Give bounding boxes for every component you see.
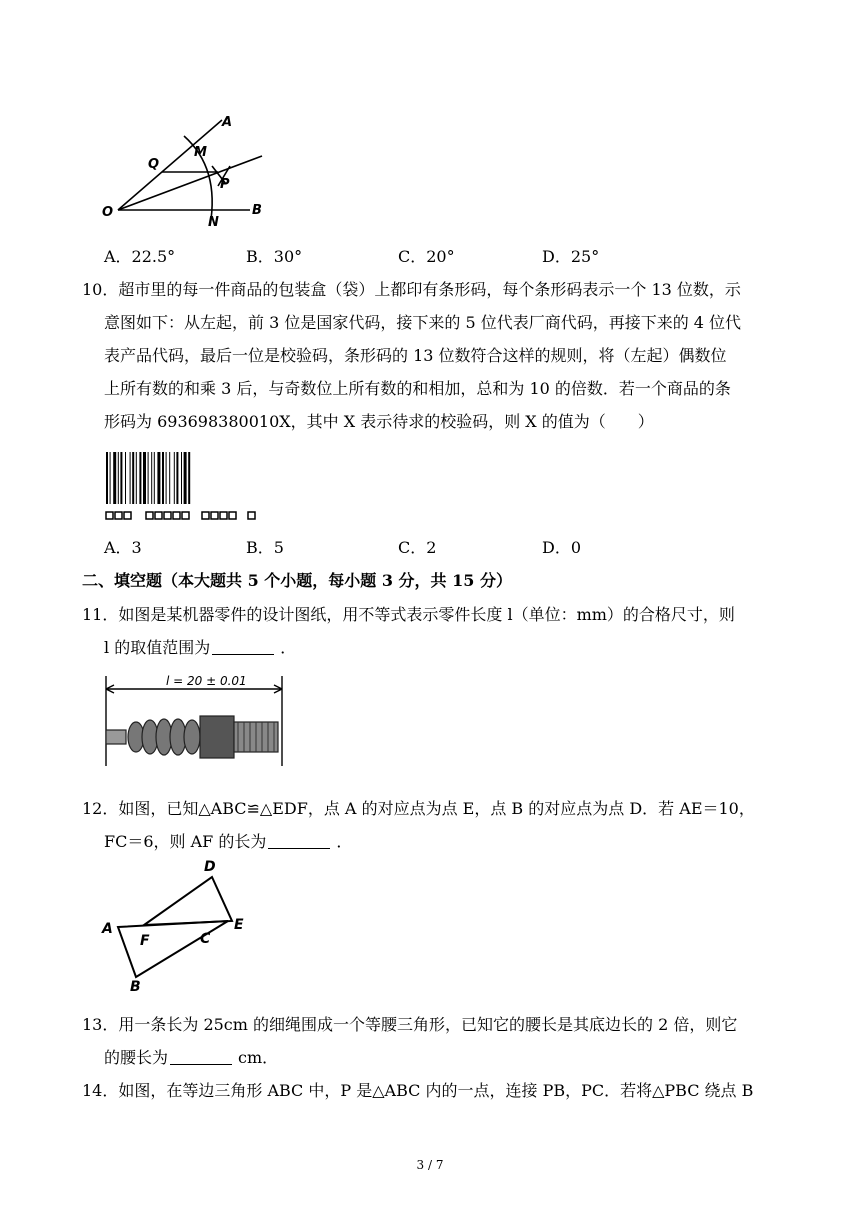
- page-number: 3 / 7: [416, 1158, 444, 1172]
- q11-line-2: [104, 637, 296, 659]
- q12-line-2-end: ．: [336, 832, 353, 851]
- q10-option-a: A．3: [104, 538, 142, 557]
- q12-line-2-text: FC＝6，则 AF 的长为: [104, 832, 267, 851]
- q12-triangles-figure: [100, 855, 260, 995]
- q13-line-2: [104, 1047, 278, 1069]
- q9-label-p: P: [220, 177, 230, 192]
- q12-line-2: [104, 831, 352, 853]
- q11-line-1: 11．如图是某机器零件的设计图纸，用不等式表示零件长度 l（单位：mm）的合格尺寸，则: [82, 605, 735, 624]
- q9-angle-figure: [100, 108, 280, 233]
- q13-line-2-end: cm．: [238, 1048, 279, 1067]
- barcode-figure: [104, 450, 264, 524]
- q13-line-2-text: 的腰长为: [104, 1048, 169, 1067]
- q9-option-c: C．20°: [398, 247, 455, 266]
- q9-label-o: O: [102, 205, 114, 220]
- q10-option-b: B．5: [246, 538, 284, 557]
- q10-option-d: D．0: [542, 538, 582, 557]
- q13-line-1: 13．用一条长为 25cm 的细绳围成一个等腰三角形，已知它的腰长是其底边长的 2 倍，则它: [82, 1015, 738, 1034]
- q12-label-d: D: [204, 859, 216, 875]
- q12-label-c: C: [200, 931, 211, 947]
- q9-option-d: D．25°: [542, 247, 600, 266]
- q9-label-n: N: [208, 215, 219, 230]
- q12-label-a: A: [102, 921, 113, 937]
- q10-line-2: 意图如下：从左起，前 3 位是国家代码，接下来的 5 位代表厂商代码，再接下来的 4 位代: [104, 313, 742, 332]
- q10-line-3: 表产品代码，最后一位是校验码，条形码的 13 位数符合这样的规则，将（左起）偶数位: [104, 346, 727, 365]
- q12-label-f: F: [140, 933, 150, 949]
- q11-answer-blank[interactable]: [212, 638, 274, 655]
- q9-label-b: B: [252, 203, 262, 218]
- q10-option-c: C．2: [398, 538, 437, 557]
- q12-label-b: B: [130, 979, 141, 995]
- q9-label-a: A: [222, 115, 233, 130]
- q11-line-2-text: l 的取值范围为: [104, 638, 211, 657]
- q9-label-m: M: [194, 145, 207, 160]
- q9-label-q: Q: [148, 157, 160, 172]
- q10-line-5: 形码为 693698380010X，其中 X 表示待求的校验码，则 X 的值为（ ）: [104, 412, 654, 431]
- q13-answer-blank[interactable]: [170, 1048, 232, 1065]
- section-2-title: 二、填空题（本大题共 5 个小题，每小题 3 分，共 15 分）: [82, 571, 512, 590]
- q12-label-e: E: [234, 917, 244, 933]
- q10-line-4: 上所有数的和乘 3 后，与奇数位上所有数的和相加，总和为 10 的倍数．若一个商品的条: [104, 379, 731, 398]
- q11-line-2-end: ．: [280, 638, 297, 657]
- q9-option-b: B．30°: [246, 247, 303, 266]
- q10-line-1: 10．超市里的每一件商品的包装盒（袋）上都印有条形码，每个条形码表示一个 13 位数，示: [82, 280, 741, 299]
- q9-option-a: A．22.5°: [104, 247, 176, 266]
- q12-line-1: 12．如图，已知△ABC≌△EDF，点 A 的对应点为点 E，点 B 的对应点为点 D．若 AE＝10，: [82, 799, 755, 818]
- q11-spark-plug-figure: [100, 672, 286, 770]
- q11-dimension-label: l = 20 ± 0.01: [166, 674, 247, 688]
- q14-line-1: 14．如图，在等边三角形 ABC 中，P 是△ABC 内的一点，连接 PB，PC．若将△PBC 绕点 B: [82, 1081, 754, 1100]
- q12-answer-blank[interactable]: [268, 832, 330, 849]
